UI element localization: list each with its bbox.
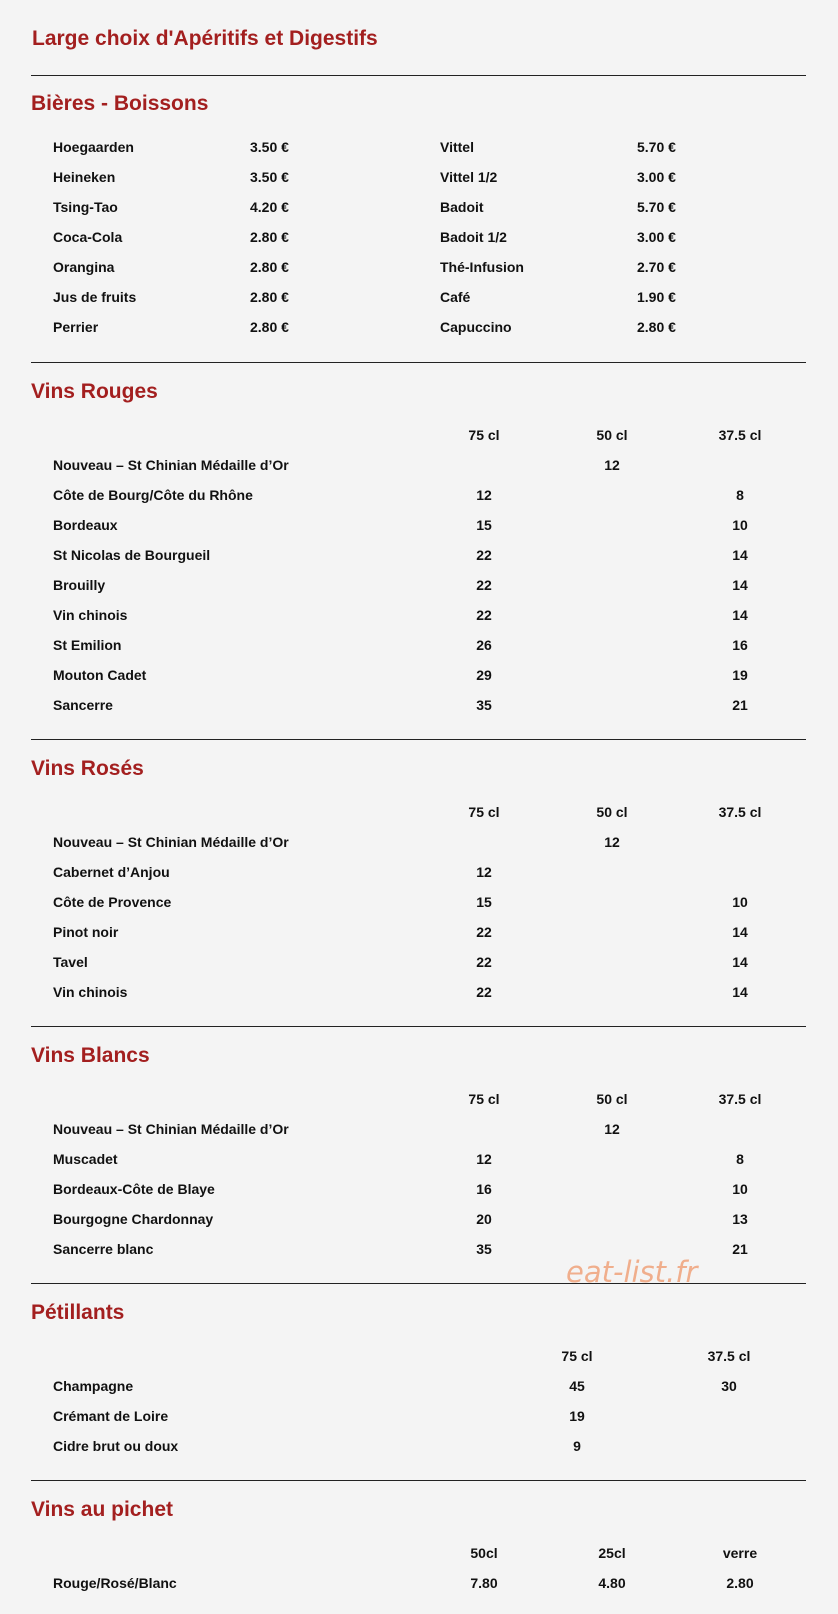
list-item-name: Perrier xyxy=(53,319,99,335)
wine-name: Brouilly xyxy=(53,577,106,593)
price-25cl: 4.80 xyxy=(598,1575,626,1591)
column-header: 75 cl xyxy=(561,1348,593,1364)
wine-name: Sancerre blanc xyxy=(53,1241,154,1257)
divider xyxy=(31,1480,806,1481)
list-item-price: 3.50 € xyxy=(250,139,289,155)
wine-name: Côte de Provence xyxy=(53,894,172,910)
column-header: 75 cl xyxy=(468,1091,500,1107)
column-header: 37.5 cl xyxy=(707,1348,751,1364)
price-75cl: 19 xyxy=(569,1408,585,1424)
list-item-name: Café xyxy=(440,289,471,305)
price-37cl: 8 xyxy=(736,1151,744,1167)
price-75cl: 12 xyxy=(476,487,492,503)
price-75cl: 26 xyxy=(476,637,492,653)
column-header: verre xyxy=(722,1545,758,1561)
price-75cl: 45 xyxy=(569,1378,585,1394)
list-item-name: Jus de fruits xyxy=(53,289,137,305)
wine-name: Champagne xyxy=(53,1378,134,1394)
list-item-name: Badoit 1/2 xyxy=(440,229,507,245)
wine-name: Pinot noir xyxy=(53,924,119,940)
price-75cl: 22 xyxy=(476,607,492,623)
price-37cl: 14 xyxy=(732,607,748,623)
price-37cl: 21 xyxy=(732,697,748,713)
price-50cl: 12 xyxy=(604,1121,620,1137)
list-item-price: 3.50 € xyxy=(250,169,289,185)
wine-name: Crémant de Loire xyxy=(53,1408,169,1424)
wine-name: St Nicolas de Bourgueil xyxy=(53,547,211,563)
price-75cl: 22 xyxy=(476,954,492,970)
list-item-price: 2.70 € xyxy=(637,259,676,275)
column-header: 50 cl xyxy=(596,427,628,443)
price-37cl: 14 xyxy=(732,954,748,970)
price-37cl: 21 xyxy=(732,1241,748,1257)
list-item-price: 5.70 € xyxy=(637,139,676,155)
wine-name: Côte de Bourg/Côte du Rhône xyxy=(53,487,253,503)
price-37cl: 10 xyxy=(732,517,748,533)
price-75cl: 22 xyxy=(476,984,492,1000)
price-75cl: 20 xyxy=(476,1211,492,1227)
divider xyxy=(31,362,806,363)
column-header: 50cl xyxy=(470,1545,498,1561)
price-75cl: 35 xyxy=(476,697,492,713)
wine-name: Nouveau – St Chinian Médaille d’Or xyxy=(53,457,289,473)
price-verre: 2.80 xyxy=(726,1575,754,1591)
price-37cl: 14 xyxy=(732,547,748,563)
divider xyxy=(31,75,806,76)
price-37cl: 14 xyxy=(732,577,748,593)
list-item-price: 4.20 € xyxy=(250,199,289,215)
wine-name: Nouveau – St Chinian Médaille d’Or xyxy=(53,834,289,850)
list-item-price: 2.80 € xyxy=(250,229,289,245)
price-37cl: 13 xyxy=(732,1211,748,1227)
section-title-pichet: Vins au pichet xyxy=(31,1498,173,1521)
list-item-name: Coca-Cola xyxy=(53,229,123,245)
section-title-bieres: Bières - Boissons xyxy=(31,92,209,115)
wine-name: Muscadet xyxy=(53,1151,118,1167)
list-item-name: Tsing-Tao xyxy=(53,199,118,215)
price-37cl: 10 xyxy=(732,1181,748,1197)
price-50cl: 12 xyxy=(604,457,620,473)
column-header: 50 cl xyxy=(596,1091,628,1107)
column-header: 75 cl xyxy=(468,804,500,820)
page-title: Large choix d'Apéritifs et Digestifs xyxy=(32,27,378,50)
column-header: 37.5 cl xyxy=(718,427,762,443)
column-header: 37.5 cl xyxy=(718,804,762,820)
column-header: 75 cl xyxy=(468,427,500,443)
price-37cl: 16 xyxy=(732,637,748,653)
price-75cl: 16 xyxy=(476,1181,492,1197)
wine-name: Sancerre xyxy=(53,697,113,713)
section-title-blancs: Vins Blancs xyxy=(31,1044,150,1067)
column-header: 50 cl xyxy=(596,804,628,820)
section-title-rouges: Vins Rouges xyxy=(31,380,158,403)
watermark: eat-list.fr xyxy=(566,1255,698,1289)
list-item-name: Capuccino xyxy=(440,319,512,335)
price-37cl: 19 xyxy=(732,667,748,683)
wine-name: Bordeaux xyxy=(53,517,118,533)
list-item-price: 2.80 € xyxy=(250,289,289,305)
divider xyxy=(31,1283,806,1284)
divider xyxy=(31,739,806,740)
price-75cl: 22 xyxy=(476,924,492,940)
column-header: 37.5 cl xyxy=(718,1091,762,1107)
list-item-price: 2.80 € xyxy=(250,259,289,275)
price-37cl: 10 xyxy=(732,894,748,910)
wine-name: Rouge/Rosé/Blanc xyxy=(53,1575,177,1591)
price-50cl: 7.80 xyxy=(470,1575,498,1591)
price-75cl: 29 xyxy=(476,667,492,683)
list-item-price: 2.80 € xyxy=(637,319,676,335)
list-item-name: Heineken xyxy=(53,169,116,185)
list-item-price: 5.70 € xyxy=(637,199,676,215)
price-75cl: 15 xyxy=(476,517,492,533)
price-75cl: 9 xyxy=(573,1438,581,1454)
price-75cl: 22 xyxy=(476,547,492,563)
wine-name: St Emilion xyxy=(53,637,122,653)
price-37cl: 8 xyxy=(736,487,744,503)
list-item-name: Hoegaarden xyxy=(53,139,134,155)
price-50cl: 12 xyxy=(604,834,620,850)
divider xyxy=(31,1026,806,1027)
wine-name: Nouveau – St Chinian Médaille d’Or xyxy=(53,1121,289,1137)
wine-name: Cabernet d’Anjou xyxy=(53,864,170,880)
section-title-petillants: Pétillants xyxy=(31,1301,125,1324)
list-item-price: 3.00 € xyxy=(637,169,676,185)
wine-name: Vin chinois xyxy=(53,984,128,1000)
list-item-price: 2.80 € xyxy=(250,319,289,335)
list-item-name: Thé-Infusion xyxy=(440,259,524,275)
price-75cl: 12 xyxy=(476,1151,492,1167)
list-item-price: 1.90 € xyxy=(637,289,676,305)
wine-name: Cidre brut ou doux xyxy=(53,1438,179,1454)
price-75cl: 15 xyxy=(476,894,492,910)
wine-name: Bordeaux-Côte de Blaye xyxy=(53,1181,215,1197)
list-item-name: Vittel 1/2 xyxy=(440,169,498,185)
column-header: 25cl xyxy=(598,1545,626,1561)
wine-name: Mouton Cadet xyxy=(53,667,147,683)
price-75cl: 35 xyxy=(476,1241,492,1257)
price-37cl: 14 xyxy=(732,924,748,940)
section-title-roses: Vins Rosés xyxy=(31,757,144,780)
wine-name: Bourgogne Chardonnay xyxy=(53,1211,214,1227)
wine-name: Tavel xyxy=(53,954,88,970)
price-37cl: 30 xyxy=(721,1378,737,1394)
price-75cl: 22 xyxy=(476,577,492,593)
list-item-price: 3.00 € xyxy=(637,229,676,245)
list-item-name: Orangina xyxy=(53,259,115,275)
wine-name: Vin chinois xyxy=(53,607,128,623)
list-item-name: Badoit xyxy=(440,199,484,215)
price-37cl: 14 xyxy=(732,984,748,1000)
price-75cl: 12 xyxy=(476,864,492,880)
list-item-name: Vittel xyxy=(440,139,474,155)
